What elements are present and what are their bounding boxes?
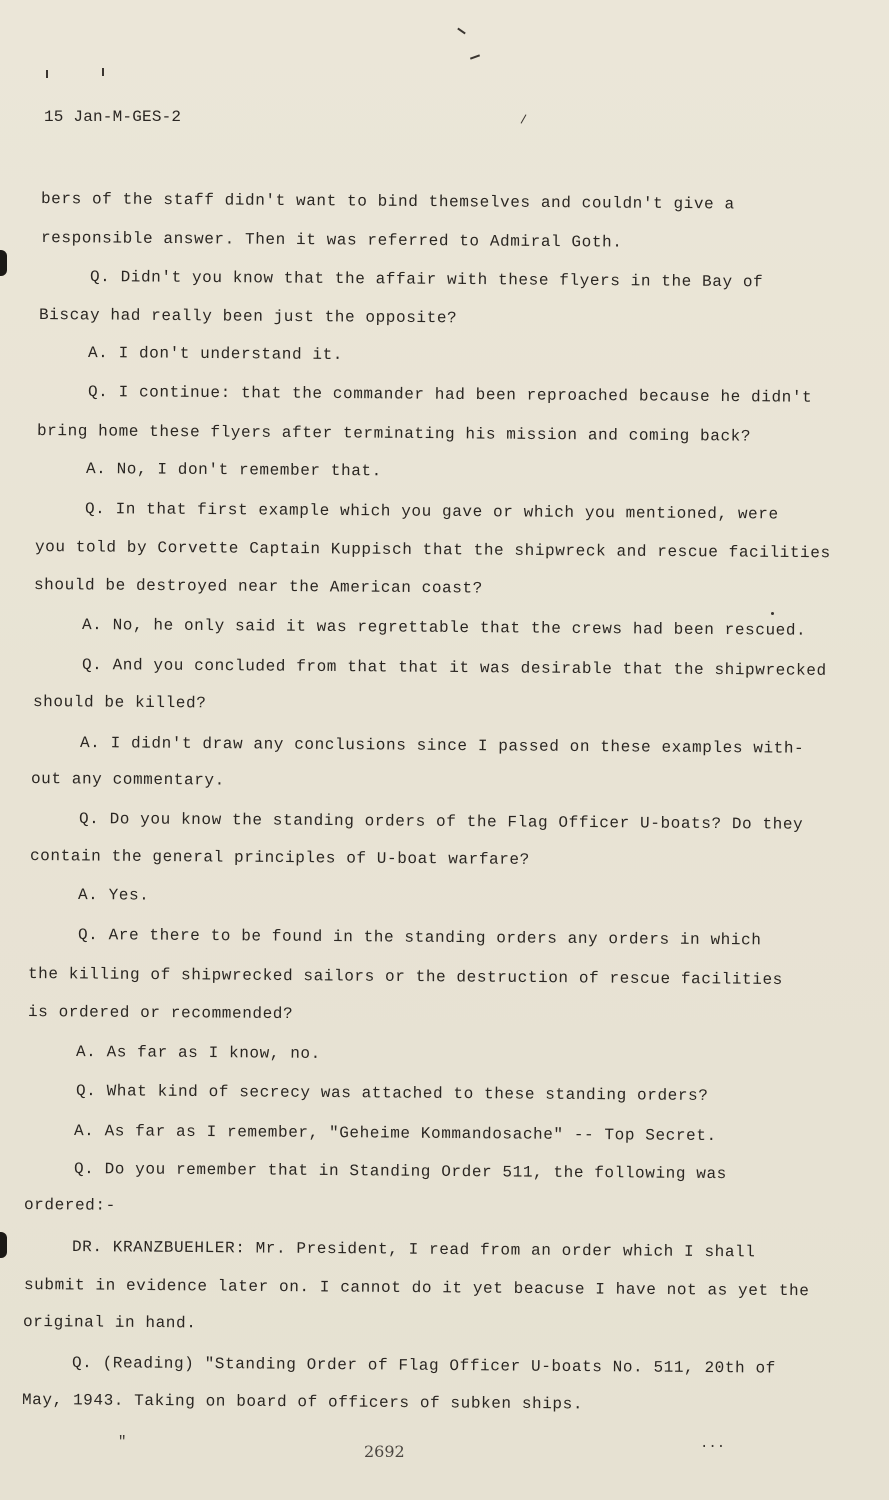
transcript-line: should be destroyed near the American coast? bbox=[33, 576, 483, 598]
transcript-line: May, 1943. Taking on board of officers of subken ships. bbox=[21, 1391, 584, 1414]
transcript-line: should be killed? bbox=[32, 693, 207, 713]
ink-speck bbox=[102, 68, 104, 76]
transcript-line: Q. Didn't you know that the affair with these flyers in the Bay of bbox=[89, 268, 764, 292]
page-number: 2692 bbox=[364, 1442, 405, 1461]
transcript-line: Q. In that first example which you gave or which you mentioned, were bbox=[84, 500, 779, 524]
transcript-line: Q. (Reading) "Standing Order of Flag Officer U-boats No. 511, 20th of bbox=[71, 1354, 776, 1378]
ink-speck bbox=[771, 612, 774, 615]
transcript-line: is ordered or recommended? bbox=[27, 1003, 294, 1024]
transcript-line: Q. I continue: that the commander had been reproached because he didn't bbox=[87, 383, 813, 407]
quote-mark: " bbox=[118, 1434, 127, 1450]
ink-speck bbox=[521, 114, 527, 123]
transcript-line: the killing of shipwrecked sailors or the destruction of rescue facilities bbox=[27, 965, 783, 989]
ink-speck bbox=[46, 70, 48, 78]
transcript-line: A. As far as I know, no. bbox=[75, 1043, 321, 1063]
transcript-line: DR. KRANZBUEHLER: Mr. President, I read from an order which I shall bbox=[71, 1238, 756, 1262]
transcript-line: ordered:- bbox=[23, 1196, 116, 1215]
transcript-line: Q. And you concluded from that that it was desirable that the shipwrecked bbox=[81, 656, 827, 680]
transcript-line: responsible answer. Then it was referred to Admiral Goth. bbox=[40, 229, 623, 252]
ink-speck bbox=[470, 54, 480, 59]
binding-hole-mark bbox=[0, 1232, 7, 1258]
trailing-marks: ... bbox=[700, 1436, 726, 1452]
transcript-line: A. Yes. bbox=[77, 886, 150, 905]
transcript-line: A. I don't understand it. bbox=[87, 344, 344, 365]
transcript-line: Q. What kind of secrecy was attached to these standing orders? bbox=[75, 1082, 709, 1105]
transcript-line: A. As far as I remember, "Geheime Kommandosache" -- Top Secret. bbox=[73, 1122, 717, 1146]
transcript-line: bers of the staff didn't want to bind themselves and couldn't give a bbox=[40, 190, 735, 214]
transcript-line: Biscay had really been just the opposite? bbox=[38, 306, 458, 328]
transcript-line: A. No, I don't remember that. bbox=[85, 460, 382, 481]
transcript-line: out any commentary. bbox=[30, 770, 225, 790]
transcript-line: Q. Are there to be found in the standing orders any orders in which bbox=[77, 926, 762, 950]
document-reference: 15 Jan-M-GES-2 bbox=[44, 108, 182, 126]
transcript-line: A. I didn't draw any conclusions since I passed on these examples with- bbox=[79, 734, 805, 758]
transcript-line: A. No, he only said it was regrettable that the crews had been rescued. bbox=[81, 616, 807, 640]
transcript-line: Q. Do you know the standing orders of the Flag Officer U-boats? Do they bbox=[78, 810, 804, 834]
transcript-line: Q. Do you remember that in Standing Order 511, the following was bbox=[73, 1160, 727, 1184]
transcript-line: original in hand. bbox=[22, 1313, 197, 1333]
transcript-line: contain the general principles of U-boat warfare? bbox=[29, 847, 530, 869]
ink-speck bbox=[457, 28, 466, 35]
transcript-line: submit in evidence later on. I cannot do it yet beacuse I have not as yet the bbox=[23, 1276, 810, 1301]
transcript-line: bring home these flyers after terminating his mission and coming back? bbox=[36, 422, 752, 446]
binding-hole-mark bbox=[0, 250, 7, 276]
transcript-line: you told by Corvette Captain Kuppisch that the shipwreck and rescue facilities bbox=[34, 538, 831, 563]
